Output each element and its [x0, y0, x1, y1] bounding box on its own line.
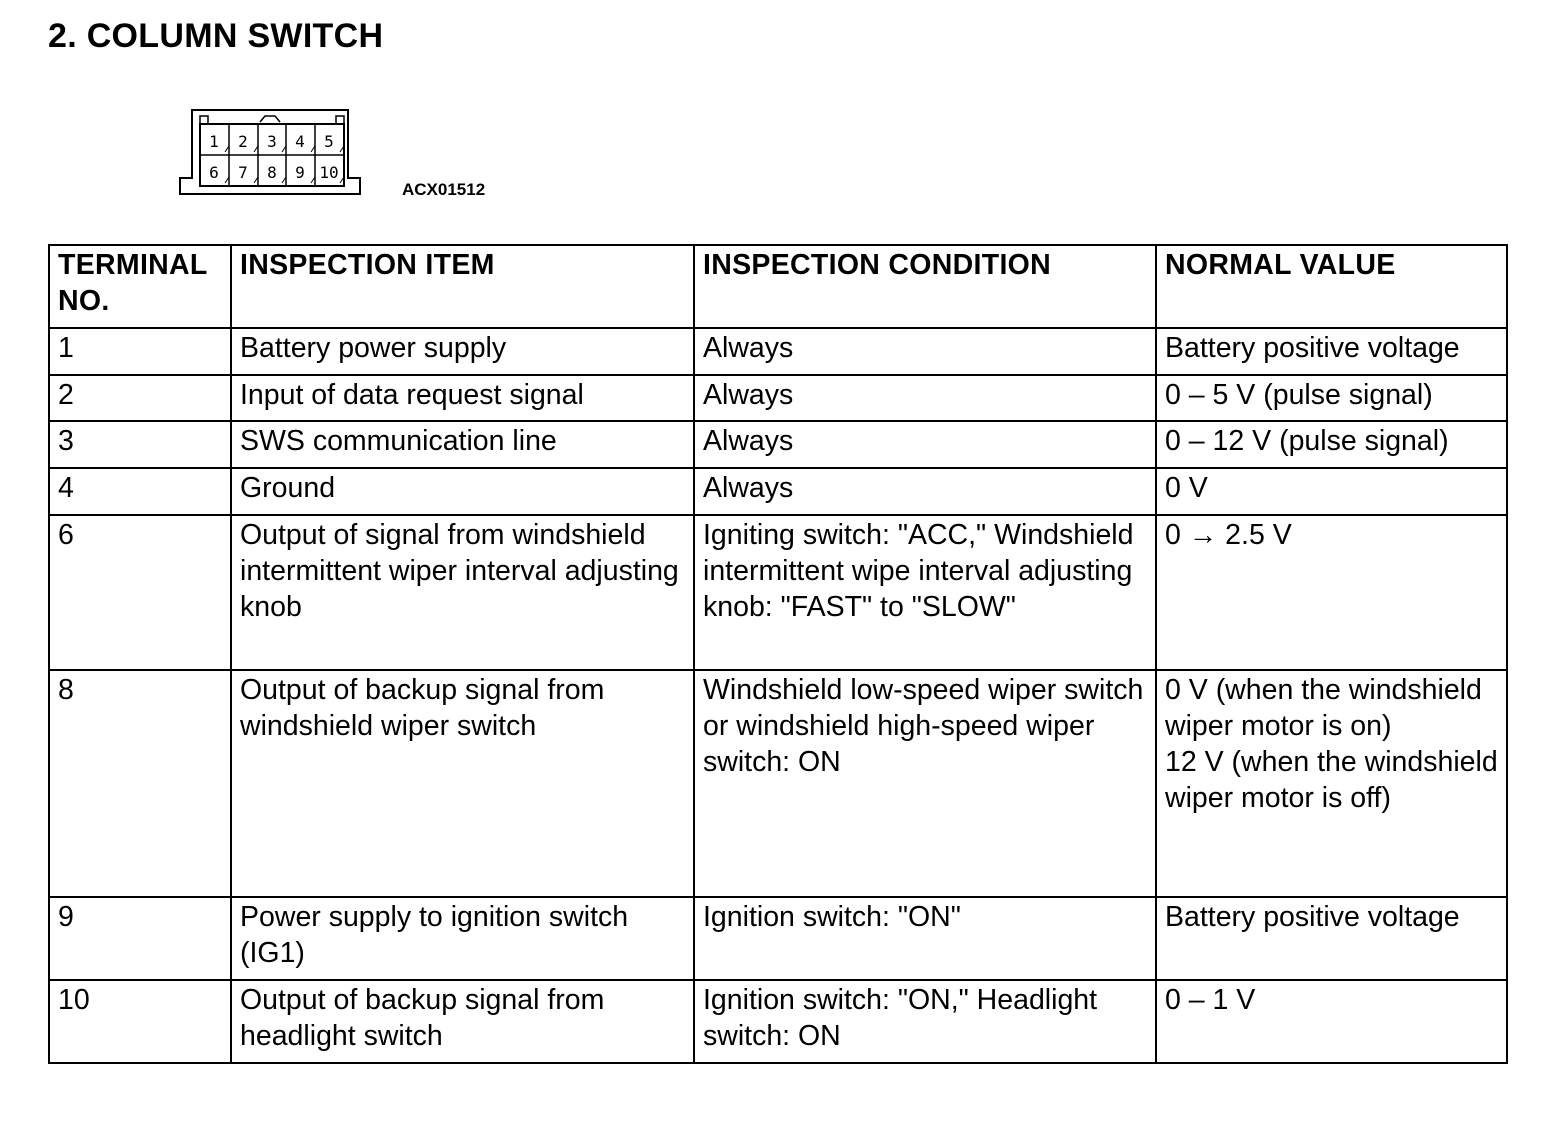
- item-cell: Output of backup signal from windshield wiper switch: [231, 670, 694, 897]
- pin-label: 3: [267, 132, 277, 151]
- table-row: [49, 421, 1507, 468]
- table-row: [49, 670, 1507, 897]
- inspection-table: [48, 244, 1508, 1064]
- value-cell: 0 → 2.5 V: [1156, 515, 1507, 670]
- value-cell: 0 – 12 V (pulse signal): [1156, 421, 1507, 468]
- page-title: 2. COLUMN SWITCH: [48, 17, 384, 55]
- value-cell: Battery positive voltage: [1156, 328, 1507, 375]
- terminal-cell: 1: [49, 328, 231, 375]
- terminal-cell: 4: [49, 468, 231, 515]
- pin-label: 7: [238, 163, 248, 182]
- pin-label: 2: [238, 132, 248, 151]
- terminal-cell: 6: [49, 515, 231, 670]
- header-normal-value: NORMAL VALUE: [1156, 245, 1507, 328]
- figure-code: ACX01512: [402, 180, 486, 199]
- condition-cell: Always: [694, 328, 1156, 375]
- pin-label: 6: [209, 163, 219, 182]
- pin-label: 4: [295, 132, 305, 151]
- pin-label: 1: [209, 132, 219, 151]
- header-inspection-item: INSPECTION ITEM: [231, 245, 694, 328]
- table-row: [49, 375, 1507, 421]
- table-row: [49, 328, 1507, 375]
- value-cell: Battery positive voltage: [1156, 897, 1507, 980]
- header-terminal-no: TERMINAL NO.: [49, 245, 231, 328]
- condition-cell: Ignition switch: "ON": [694, 897, 1156, 980]
- item-cell: Battery power supply: [231, 328, 694, 375]
- condition-cell: Always: [694, 468, 1156, 515]
- item-cell: Output of signal from windshield intermittent wiper interval adjusting knob: [231, 515, 694, 670]
- terminal-cell: 3: [49, 421, 231, 468]
- connector-latch-left: [200, 116, 208, 124]
- condition-cell: Always: [694, 421, 1156, 468]
- terminal-cell: 8: [49, 670, 231, 897]
- table-row: [49, 515, 1507, 670]
- connector-latch-right: [336, 116, 344, 124]
- item-cell: Ground: [231, 468, 694, 515]
- terminal-cell: 9: [49, 897, 231, 980]
- item-cell: SWS communication line: [231, 421, 694, 468]
- pin-label: 10: [319, 163, 339, 182]
- condition-cell: Always: [694, 375, 1156, 421]
- table-row: [49, 468, 1507, 515]
- pin-label: 9: [295, 163, 305, 182]
- terminal-cell: 10: [49, 980, 231, 1063]
- connector-diagram: [178, 108, 362, 198]
- header-inspection-condition: INSPECTION CONDITION: [694, 245, 1156, 328]
- table-header-row: [49, 245, 1507, 328]
- pin-label: 8: [267, 163, 277, 182]
- condition-cell: Igniting switch: "ACC," Windshield intermittent wipe interval adjusting knob: "FAST" to "SLOW": [694, 515, 1156, 670]
- pin-label: 5: [324, 132, 334, 151]
- table-row: [49, 897, 1507, 980]
- condition-cell: Ignition switch: "ON," Headlight switch: ON: [694, 980, 1156, 1063]
- item-cell: Power supply to ignition switch (IG1): [231, 897, 694, 980]
- condition-cell: Windshield low-speed wiper switch or windshield high-speed wiper switch: ON: [694, 670, 1156, 897]
- item-cell: Input of data request signal: [231, 375, 694, 421]
- terminal-cell: 2: [49, 375, 231, 421]
- value-cell: 0 V: [1156, 468, 1507, 515]
- table-row: [49, 980, 1507, 1063]
- value-cell: 0 – 5 V (pulse signal): [1156, 375, 1507, 421]
- connector-key: [260, 116, 280, 122]
- item-cell: Output of backup signal from headlight switch: [231, 980, 694, 1063]
- value-cell: 0 V (when the windshield wiper motor is on) 12 V (when the windshield wiper motor is off): [1156, 670, 1507, 897]
- value-cell: 0 – 1 V: [1156, 980, 1507, 1063]
